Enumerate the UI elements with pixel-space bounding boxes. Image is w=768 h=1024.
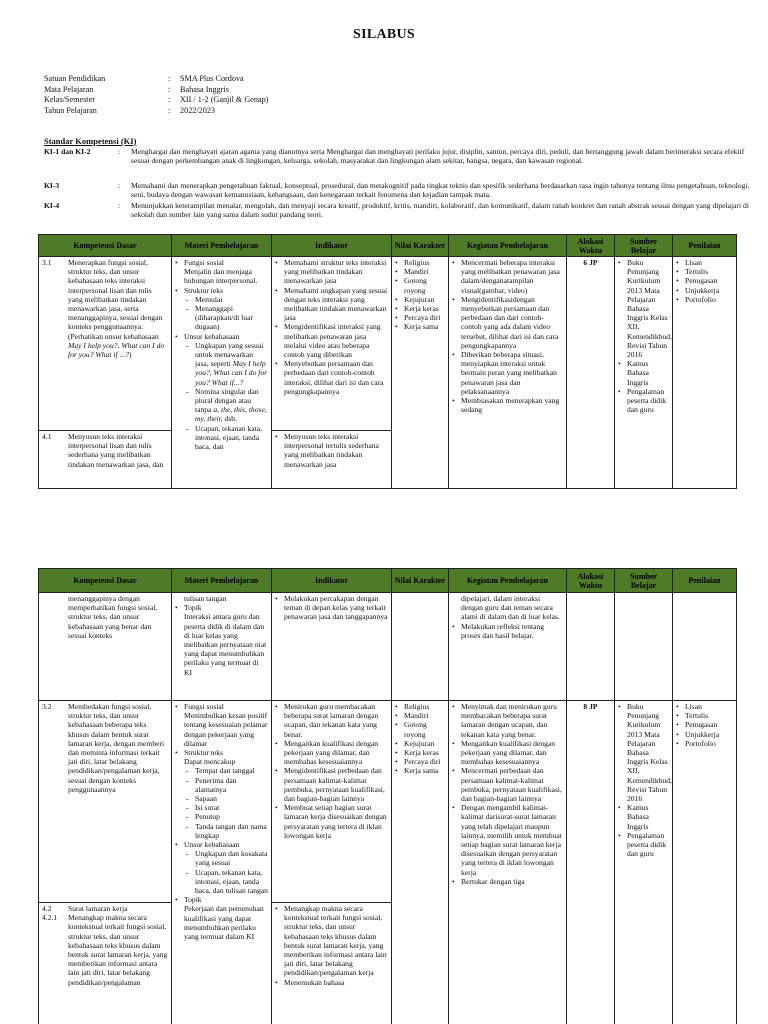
- penilaian-item: • Lisan: [676, 702, 733, 711]
- materi-subitem: - Penutup: [186, 812, 268, 821]
- kegiatan-item: dipelajari, dalam interaksi dengan guru dan teman secara alami di dalam dan di luar kelas.: [461, 594, 560, 622]
- indikator-item: • Menyebutkan persamaan dan perbedaan dari contoh-contoh interaksi, dilihat dari isi dan cara pengungkapannya: [275, 359, 388, 396]
- materi-item: Topik: [184, 895, 202, 905]
- penilaian-item: • Unjukkerja: [676, 286, 733, 295]
- sumber-cell: [615, 701, 673, 1024]
- sumber-item: • Pengalaman peserta didik dan guru: [618, 831, 669, 859]
- info-value: XII / 1-2 (Ganjil & Genap): [180, 95, 269, 105]
- nilai-item: • Mandiri: [395, 267, 445, 276]
- penilaian-item: • Penugasan: [676, 276, 733, 285]
- info-value: Bahasa Inggris: [180, 84, 229, 94]
- kd-text: Membedakan fungsi sosial, struktur teks, dan unsur kebahasaan beberapa teks khusus dalam bentuk surat lamaran kerja, dengan memberi dan meminta informasi terkait jati diri, latar belakang pendidikan/pengalaman kerja, sesuai dengan konteks penggunaannya: [68, 702, 165, 794]
- ki-label: KI-4: [44, 201, 60, 210]
- col-header: Penilaian: [673, 569, 737, 593]
- indikator-item: • Menyusun teks interaksi interpersonal tertulis sederhana yang melibatkan tindakan menawarkan jasa: [275, 432, 388, 469]
- indikator-cell: [272, 903, 392, 1024]
- materi-sub: Pekerjaan dan pemenuhan kualifikasi yang dapat menumbuhkan perilaku yang termuat dalam KI: [184, 904, 264, 942]
- table-header-row: [39, 235, 737, 257]
- indikator-cell: [272, 593, 392, 701]
- nilai-item: • Religius: [395, 702, 445, 711]
- sumber-item: • Buku Penunjang Kurikulum 2013 Mata Pelajaran Bahasa Inggris Kelas XII, Kemendikbud, Revisi Tahun 2016: [618, 702, 669, 803]
- materi-item: Unsur kebahasaan: [184, 331, 240, 341]
- kd-text: Menyusun teks interaksi interpersonal lisan dan tulis sederhana yang melibatkan tindakan menawarkan jasa, dan: [68, 432, 164, 469]
- kegiatan-item: • Mencermati beberapa interaksi yang melibatkan penawaran jasa dalam/denganatampilan visual(gambar, video): [452, 258, 563, 295]
- sumber-cell: [615, 593, 673, 701]
- penilaian-item: • Portofolio: [676, 295, 733, 304]
- materi-subitem: - Tanda tangan dan nama lengkap: [186, 822, 268, 840]
- materi-sub: tulisan tangan: [184, 594, 227, 603]
- penilaian-item: • Tertulis: [676, 267, 733, 276]
- materi-subitem: dsb.: [224, 414, 237, 424]
- alokasi-cell: 8 JP: [567, 701, 615, 1024]
- kd-number: 4.2.1: [42, 913, 58, 923]
- info-value: 2022/2023: [180, 105, 216, 115]
- kegiatan-item: • Bertukar dengan tiga: [452, 877, 563, 886]
- col-header: Kompetensi Dasar: [39, 569, 172, 593]
- col-header: Penilaian: [673, 235, 737, 257]
- sumber-item: • Buku Penunjang Kurikulum 2013 Mata Pelajaran Bahasa Inggris Kelas XII, Kemendikbud, Revisi Tahun 2016: [618, 258, 669, 359]
- indikator-item: • Menangkap makna secara kontekstual terkait fungsi sosial, struktur teks, dan unsur kebahasaan teks khusus dalam bentuk surat lamaran kerja, yang memberikan informasi antara lain jati diri, latar belakang pendidikan/pengalaman kerja: [275, 904, 388, 978]
- materi-cell: [172, 701, 272, 1024]
- kegiatan-item: • Mengaitkan kualifikasi dengan pekerjaan yang dilamar, dan membahas kesesuaiannya: [452, 739, 563, 767]
- col-header: Sumber Belajar: [615, 569, 673, 593]
- materi-subitem: Ungkapan yang sesuai untuk menawarkan jasa, seperti: [195, 340, 264, 369]
- indikator-item: • Melakukan percakapan dengan teman di depan kelas yang terkait penawaran jasa dan tanggapannya: [275, 594, 388, 622]
- kd-cell: [39, 903, 172, 1024]
- col-header: Indikator: [272, 235, 392, 257]
- info-row: Mata Pelajaran : Bahasa Inggris: [44, 84, 229, 94]
- kegiatan-item: • Mencermati perbedaan dan persamaan kalimat-kalimat pembuka, pernyataan kualifikasi, dan bagian-bagian lainnya: [452, 766, 563, 803]
- ki-text: Menunjukkan keterampilan menalar, mengolah, dan menyaji secara kreatif, produktif, kritis, mandiri, kolaboratif, dan komunikatif, dalam ranah konkret dan ranah abstrak sesuai dengan yang dipelajari di sekolah dan sumber lain yang sama dalam sudut pandang teori.: [131, 201, 749, 219]
- penilaian-item: • Unjukkerja: [676, 730, 733, 739]
- kd-text: menanggapinya dengan memperhatikan fungsi sosial, struktur teks, dan unsur kebahasaan yang benar dan sesuai konteks: [68, 594, 158, 640]
- kd-cell: [39, 701, 172, 903]
- penilaian-item: • Tertulis: [676, 711, 733, 720]
- table-row: [39, 593, 737, 701]
- table-header-row: [39, 569, 737, 593]
- materi-item: Fungsi sosial: [184, 258, 224, 267]
- ki-row-3: KI-3 : Memahami dan menerapkan pengetahuan faktual, konseptual, prosedural, dan metakognitif pada tingkat teknis dan spesifik sederhana berdasarkan rasa ingin tahunya tentang ilmu pengetahuan, teknologi, seni, budaya dengan wawasan kemanusiaan, kebangsaan, dan kenegaraan terkait fenomena dan kejadian tampak mata.: [44, 182, 756, 200]
- nilai-item: • Kejujuran: [395, 739, 445, 748]
- ki-label: KI-3: [44, 181, 60, 190]
- sumber-item: • Kamus Bahasa Inggris: [618, 803, 669, 831]
- nilai-cell: [392, 257, 449, 489]
- penilaian-item: • Penugasan: [676, 720, 733, 729]
- alokasi-cell: 6 JP: [567, 257, 615, 489]
- nilai-item: • Gotong royong: [395, 276, 445, 294]
- materi-subitem: - Penerima dan alamatnya: [186, 776, 268, 794]
- penilaian-cell: [673, 593, 737, 701]
- indikator-cell: [272, 257, 392, 431]
- col-header: Nilai Karakter: [392, 235, 449, 257]
- kd-text: Menangkap makna secara kontekstual terkait fungsi sosial, struktur teks, dan unsur kebahasaan teks khusus dalam bentuk surat lamaran kerja, yang memberikan informasi antara lain jati diri, latar belakang pendidikan/pengalaman: [68, 913, 168, 987]
- nilai-item: • Kerja keras: [395, 748, 445, 757]
- kegiatan-item: • Membiasakan menerapkan yang sedang: [452, 396, 563, 414]
- ki-row-1: KI-1 dan KI-2 : Menghargai dan menghayati ajaran agama yang dianutnya serta Menghargai dan menghayati perilaku jujur, disiplin, santun, percaya diri, peduli, dan bertanggung jawab dalam berinteraksi secara efektif sesuai dengan perkembangan anak di lingkungan, keluarga, sekolah, masyarakat dan lingkungan alam sekitar, bangsa, negara, dan kawasan regional.: [44, 148, 756, 166]
- materi-subitem-italic: a, the, this, those, my, their,: [195, 405, 267, 424]
- materi-sub: Menimbulkan kesan positif tentang kesesuaian pelamar dengan pekerjaan yang dilamar: [184, 711, 268, 748]
- col-header: Kegiatan Pembelajaran: [449, 569, 567, 593]
- kegiatan-item: • Dengan mengambil kalimat-kalimat darisurat-surat lamaran yang telah dipelajari maupun lainnya, memilih untuk membuat setiap bagian surat lamaran kerja disesuaikan dengan persyaratan yang tertera di iklan lowongan kerja: [452, 803, 563, 877]
- kegiatan-cell: [449, 701, 567, 1024]
- info-label: Kelas/Semester: [44, 95, 95, 105]
- indikator-item: • Memahami struktur teks interaksi yang melibatkan tindakan menawarkan jasa: [275, 258, 388, 286]
- ki-row-4: KI-4 : Menunjukkan keterampilan menalar, mengolah, dan menyaji secara kreatif, produktif, kritis, mandiri, kolaboratif, dan komunikatif, dalam ranah konkret dan ranah abstrak sesuai dengan yang dipelajari di sekolah dan sumber lain yang sama dalam sudut pandang teori.: [44, 202, 756, 220]
- materi-subitem-italic: May I help you?, What can I do for you? What if...?: [195, 359, 268, 387]
- table-row: [39, 701, 737, 903]
- materi-sub: Dapat mencakup: [184, 757, 236, 767]
- materi-sub: Menjalin dan menjaga hubungan interpersonal.: [184, 267, 258, 286]
- indikator-item: • Mengidentifikasi interaksi yang melibatkan penawaran jasa melalui video atau beberapa contoh yang diberikan: [275, 322, 388, 359]
- sumber-item: • Pengalaman peserta didik dan guru: [618, 387, 669, 415]
- materi-item: Fungsi sosial: [184, 702, 224, 711]
- kd-number: 3.1: [42, 258, 52, 267]
- col-header: Materi Pembelajaran: [172, 235, 272, 257]
- materi-subitem: - Ucapan, tekanan kata, intonasi, ejaan, tanda baca, dan: [186, 424, 268, 452]
- indikator-item: • Menirukan guru membacakan beberapa surat lamaran dengan ucapan, dan tekanan kata yang benar.: [275, 702, 388, 739]
- nilai-item: • Percaya diri: [395, 313, 445, 322]
- page-title: SILABUS: [352, 27, 416, 42]
- nilai-item: • Kerja sama: [395, 322, 445, 331]
- kd-cell: 3.1 Menerapkan fungsi sosial, struktur teks, dan unsur kebahasaan teks interaksi interpersonal lisan dan tulis yang melibatkan tindakan menawarkan jasa, serta menanggapinya, sesuai dengan konteks penggunaannya. (Perhatikan unsur kebahasaan May I help you?, What can I do for you? What if ...?): [39, 257, 172, 431]
- nilai-item: • Religius: [395, 258, 445, 267]
- ki-label: KI-1 dan KI-2: [44, 147, 91, 156]
- info-row: Kelas/Semester : XII / 1-2 (Ganjil & Genap): [44, 95, 269, 105]
- ki-text: Memahami dan menerapkan pengetahuan faktual, konseptual, prosedural, dan metakognitif pada tingkat teknis dan spesifik sederhana berdasarkan rasa ingin tahunya tentang ilmu pengetahuan, teknologi, seni, budaya dengan wawasan kemanusiaan, kebangsaan, dan kenegaraan terkait fenomena dan kejadian tampak mata.: [131, 181, 750, 199]
- table-row: [39, 257, 737, 431]
- silabus-table-2: [38, 568, 737, 1024]
- materi-item: Struktur teks: [184, 285, 224, 295]
- col-header: Indikator: [272, 569, 392, 593]
- kegiatan-item: • Menyimak dan menirukan guru membacakan beberapa surat lamaran dengan ucapan, dan tekanan kata yang benar.: [452, 702, 563, 739]
- nilai-item: • Kerja sama: [395, 766, 445, 775]
- nilai-item: • Kerja keras: [395, 304, 445, 313]
- materi-subitem: - Memulai: [186, 295, 268, 304]
- materi-subitem: - Ungkapan dan kosakata yang sesuai: [186, 849, 268, 867]
- kegiatan-item: • Melakukan refleksi tentang proses dan hasil belajar.: [452, 622, 563, 640]
- materi-item: Topik: [184, 603, 202, 613]
- indikator-cell: [272, 431, 392, 489]
- col-header: Alokasi Waktu: [567, 235, 615, 257]
- nilai-item: • Kejujuran: [395, 295, 445, 304]
- kd-number: 4.1: [42, 432, 52, 441]
- kd-text-italic: May I help you?, What can I do for you? What if ...?: [68, 340, 165, 360]
- kegiatan-item: • Diberikan beberapa situasi, menyiapkan interaksi untuk bermain peran yang melibatkan penawaran jasa dan pelaksanaannya: [452, 350, 563, 396]
- materi-cell: [172, 593, 272, 701]
- kd-cell: [39, 431, 172, 489]
- indikator-item: • Mengaitkan kualifikasi dengan pekerjaan yang dilamar, dan membahas kesesuaiannya: [275, 739, 388, 767]
- materi-subitem: - Isi surat: [186, 803, 268, 812]
- materi-subitem: Nomina singular dan plural dengan atau tanpa: [195, 386, 259, 415]
- kd-text: Menerapkan fungsi sosial, struktur teks, dan unsur kebahasaan teks interaksi interpersonal lisan dan tulis yang melibatkan tindakan menawarkan jasa, serta menanggapinya, sesuai dengan konteks penggunaannya. (Perhatikan unsur kebahasaan: [68, 258, 163, 341]
- info-label: Tahun Pelajaran: [44, 105, 97, 115]
- col-header: Kegiatan Pembelajaran: [449, 235, 567, 257]
- info-value: SMA Plus Cordova: [180, 74, 244, 83]
- standar-kompetensi-heading: Standar Kompetensi (KI): [44, 136, 137, 146]
- kegiatan-item: • Mengidentifikasidengan menyebutkan persamaan dan perbedaan dan dari contoh-contoh yang ada dalam video tersebut, dilihat dari isi dan cara pengungkapannya: [452, 295, 563, 350]
- sumber-cell: [615, 257, 673, 489]
- kd-number: 4.2: [42, 904, 52, 913]
- materi-item: Struktur teks: [184, 748, 224, 758]
- kd-number: 3.2: [42, 702, 52, 711]
- info-label: Mata Pelajaran: [44, 84, 94, 94]
- info-row: Satuan Pendidikan : SMA Plus Cordova: [44, 74, 244, 83]
- nilai-cell: [392, 593, 449, 701]
- materi-cell: [172, 257, 272, 489]
- nilai-item: • Mandiri: [395, 711, 445, 720]
- col-header: Alokasi Waktu: [567, 569, 615, 593]
- penilaian-item: • Lisan: [676, 258, 733, 267]
- penilaian-cell: [673, 701, 737, 1024]
- nilai-cell: [392, 701, 449, 1024]
- kd-text: Surat lamaran kerja: [68, 904, 128, 913]
- nilai-item: • Gotong royong: [395, 720, 445, 738]
- materi-subitem: - Menanggapi (diharapkan/di luar dugaan): [186, 304, 268, 332]
- materi-subitem: - Sapaan: [186, 794, 268, 803]
- materi-subitem: - Tempat dan tanggal: [186, 766, 268, 775]
- info-row: Tahun Pelajaran : 2022/2023: [44, 105, 216, 115]
- kegiatan-cell: [449, 257, 567, 489]
- info-label: Satuan Pendidikan: [44, 74, 106, 83]
- indikator-item: • Mengidentifikasi perbedaan dan persamaan kalimat-kalimat pembuka, pernyataan kualifikasi, dan bagian-bagian lainnya: [275, 766, 388, 803]
- materi-sub: Interaksi antara guru dan peserta didik di dalam dan di luar kelas yang melibatkan pernyataan niat yang dapat menumbuhkan perilaku yang termuat di KI: [184, 612, 267, 677]
- identity-block: [44, 74, 268, 116]
- col-header: Kompetensi Dasar: [39, 235, 172, 257]
- col-header: Nilai Karakter: [392, 569, 449, 593]
- sumber-item: • Kamus Bahasa Inggris: [618, 359, 669, 387]
- nilai-item: • Percaya diri: [395, 757, 445, 766]
- indikator-item: • Menemukan bahasa: [275, 978, 388, 987]
- indikator-item: • Memahami ungkapan yang sesuai dengan teks interaksi yang melibatkan tindakan menawarkan jasa: [275, 286, 388, 323]
- col-header: Materi Pembelajaran: [172, 569, 272, 593]
- silabus-table-1: [38, 234, 737, 489]
- materi-subitem: - Ucapan, tekanan kata, intonasi, ejaan, tanda baca, dan tulisan tangan: [186, 868, 268, 896]
- alokasi-cell: [567, 593, 615, 701]
- penilaian-cell: [673, 257, 737, 489]
- indikator-item: • Membuat setiap bagian surat lamaran kerja disesuaikan dengan persyaratan yang tertera di iklan lowongan kerja: [275, 803, 388, 840]
- kd-cell: [39, 593, 172, 701]
- col-header: Sumber Belajar: [615, 235, 673, 257]
- kegiatan-cell: [449, 593, 567, 701]
- materi-item: Unsur kebahasaan: [184, 840, 240, 850]
- penilaian-item: • Portofolio: [676, 739, 733, 748]
- ki-text: Menghargai dan menghayati ajaran agama yang dianutnya serta Menghargai dan menghayati perilaku jujur, disiplin, santun, percaya diri, peduli, dan bertanggung jawab dalam berinteraksi secara efektif sesuai dengan perkembangan anak di lingkungan, keluarga, sekolah, masyarakat dan lingkungan alam sekitar, bangsa, negara, dan kawasan regional.: [131, 147, 745, 165]
- indikator-cell: [272, 701, 392, 903]
